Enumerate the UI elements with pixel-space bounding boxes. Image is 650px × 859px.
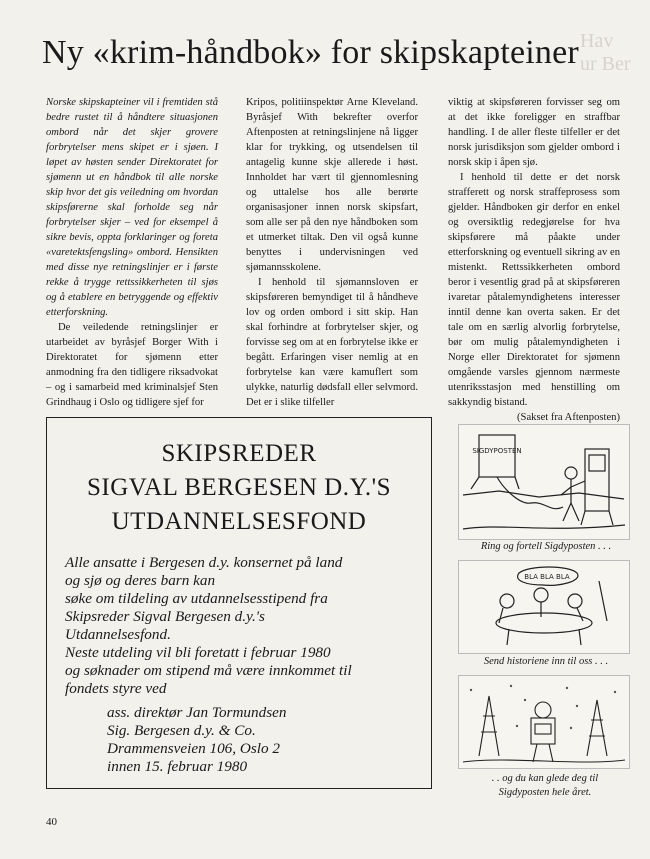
ad-body-line: Alle ansatte i Bergesen d.y. konsernet på land (65, 554, 343, 571)
article-lead: Norske skipskapteiner vil i fremtiden stå bedre rustet til å håndtere situasjonen ombord når det skjer grovere forbrytelser mens skipet er i sjøen. I løpet av høsten sender Direktoratet for sjømenn ut en håndbok til alle norske skip hvor det gis veiledning om hvordan skipsførerne skal forholde seg når forbrytelser skjer – ved for eksempel å sikre bevis, oppta forklaringer og foreta «varetektsfengsling» ombord. Hensikten med disse nye retningslinjer er i første rekke å trygge rettssikkerheten til sjøs og å etablere en betryggende og effektiv etterforskning. (46, 97, 218, 318)
ad-body-line: Neste utdeling vil bli foretatt i februar 1980 (65, 644, 331, 661)
ad-body-line: Skipsreder Sigval Bergesen d.y.'s (65, 608, 265, 625)
reading-figure-drawing (459, 676, 629, 768)
ad-contact-line: ass. direktør Jan Tormundsen (107, 704, 287, 721)
article-paragraph: viktig at skipsføreren forvisser seg om at det ikke foreligger en straffbar handling. I de aller fleste tilfeller er det norsk jurisdiksjon som gjelder ombord i norsk skip i åpen sjø. (448, 97, 620, 168)
ad-body-line: søke om tildeling av utdannelsesstipend fra (65, 590, 328, 607)
cartoon-speech-text: BLA BLA BLA (524, 573, 570, 581)
cartoon-phone-booth (458, 424, 630, 540)
ad-contact-line: innen 15. februar 1980 (107, 758, 248, 775)
article-paragraph: De veiledende retningslinjer er utarbeidet av byråsjef Borger With i Direktoratet for sjømenn etter anmodning fra den tidligere riksadvokat – og i samarbeid med kriminalsjef Sten Grindhaug i Oslo og tidligere sjef for (46, 322, 218, 408)
article-paragraph: Kripos, politiinspektør Arne Kleveland. Byråsjef With bekrefter overfor Aftenposten at retningslinjene nå ligger klar for trykking, og utsendelsen til antagelig kunne skje allerede i høst. Innholdet har vært til gjennomlesning og uttalelse hos alle berørte organisasjoner innen norsk skipsfart, som alle ser på den nye håndboken som et utmerket tiltak. Den vil også kunne benyttes i undervisningen ved sjømannsskolene. (246, 97, 418, 273)
page-number: 40 (46, 816, 57, 828)
article-headline: Ny «krim-håndbok» for skipskapteiner (42, 34, 579, 71)
cartoon-caption-2: Send historiene inn til oss . . . (483, 656, 609, 667)
bleed-line-2: ur Ber (580, 53, 631, 75)
ad-title-line-1: SKIPSREDER (161, 440, 317, 467)
article-column-2 (246, 95, 418, 410)
cartoon-reading-figure (458, 675, 630, 769)
bleed-through-text (580, 30, 650, 90)
ad-contact-line: Sig. Bergesen d.y. & Co. (107, 722, 256, 739)
ad-title-line-3: UTDANNELSESFOND (111, 508, 367, 535)
ad-body-line: og søknader om stipend må være innkommet til (65, 662, 352, 679)
bleed-line-1: Hav (580, 30, 614, 52)
ad-contact (107, 704, 286, 776)
cartoon-caption-1: Ring og fortell Sigdyposten . . . (480, 541, 612, 552)
cartoon-caption-3 (460, 772, 630, 800)
article-column-3 (448, 95, 620, 425)
ad-title-line-2: SIGVAL BERGESEN D.Y.'S (87, 474, 391, 501)
article-paragraph: I henhold til dette er det norsk strafferett og norsk straffeprosess som gjelder. Håndboken gir derfor en enkel og oversiktlig redegjørelse for hva skipsførere må påakte under etterforskning og eventuell sikring av en mistenkt. Rettssikkerheten ombord beror i vesentlig grad på at skipsføreren ivaretar påtalemyndighetens interesser inntil denne kan overta saken. Er det tale om en særlig alvorlig forbrytelse, bør om mulig påtalemyndigheten i Norge eller Direktoratet for sjømenn omgående varsles gjennom nærmeste utenriksstasjon med henstilling om sakkyndig bistand. (448, 172, 620, 408)
article-column-1 (46, 95, 218, 410)
cartoon-group-chat (458, 560, 630, 654)
article-source: (Sakset fra Aftenposten) (517, 412, 620, 423)
group-chat-drawing (459, 561, 629, 653)
ad-body-line: og sjø og deres barn kan (65, 572, 216, 589)
ad-contact-line: Drammensveien 106, Oslo 2 (107, 740, 280, 757)
phone-booth-drawing (459, 425, 629, 539)
cartoon-caption-3-line-1: . . og du kan glede deg til (491, 773, 599, 784)
ad-body-line: fondets styre ved (65, 680, 167, 697)
cartoon-sign-text: SIGDYPOSTEN (472, 447, 522, 455)
ad-body-line: Utdannelsesfond. (65, 626, 171, 643)
ad-body (65, 554, 425, 698)
scholarship-ad-box (46, 417, 432, 789)
cartoon-caption-3-line-2: Sigdyposten hele året. (498, 787, 592, 798)
article-paragraph: I henhold til sjømannsloven er skipsføreren bemyndiget til å håndheve lov og orden ombord i sitt skip. Han skal forhindre at forbrytelser skjer, og forvisse seg om at en forbrytelse ikke er begått. Erfaringen viser nemlig at en forbrytelse kan være kamuflert som ulykke, naturlig dødsfall eller selvmord. Det er i slike tilfeller (246, 277, 418, 408)
